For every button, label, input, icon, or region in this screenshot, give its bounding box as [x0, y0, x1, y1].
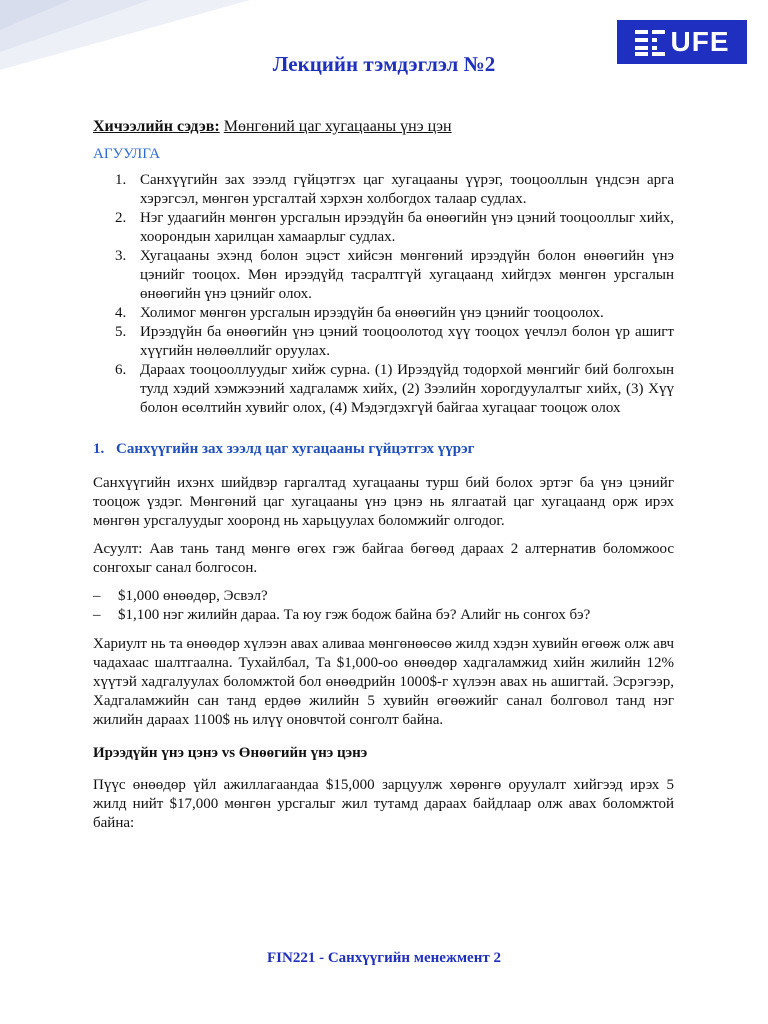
dash-bullet: –	[93, 588, 101, 604]
answer-paragraph: Хариулт нь та өнөөдөр хүлээн авах аливаа мөнгөнөөсөө жилд хэдэн хувийн өгөөж олж авч чадахаас шалтгаална. Тухайлбал, Та $1,000-оо өнөөдөр хадгаламжид хийн жилийн 12% хүүтэй хадгалуулах боломжтой бол өнөөдрийн 1000$-г хүлээн авах нь ашигтай. Эсрэгээр, Хадгаламжийн сан танд ердөө жилийн 5 хувийн өгөөжийг санал болговол танд нэг жилийн дараах 1100$ нь илүү оновчтой сонголт байна.	[93, 636, 674, 728]
toc-heading: АГУУЛГА	[93, 146, 161, 162]
option-item	[93, 587, 674, 606]
document-body	[93, 117, 674, 842]
option-text: $1,000 өнөөдөр, Эсвэл?	[118, 588, 268, 604]
option-list	[93, 587, 674, 625]
toc-item-number: 1.	[115, 172, 127, 188]
page-title: Лекцийн тэмдэглэл №2	[272, 52, 496, 76]
toc-item	[93, 304, 674, 323]
logo-text: UFE	[670, 26, 730, 57]
page-footer: FIN221 - Санхүүгийн менежмент 2	[267, 950, 501, 966]
subject-value: Мөнгөний цаг хугацааны үнэ цэн	[223, 118, 452, 135]
toc-item-number: 3.	[115, 248, 127, 264]
toc-item	[93, 361, 674, 418]
toc-item	[93, 323, 674, 361]
toc-item-text: Хугацааны эхэнд болон эцэст хийсэн мөнгөний ирээдүйн болон өнөөгийн үнэ цэнийг тооцох. Мөн ирээдүйд тасралтгүй хугацаанд хийгдэх мөнгөн урсгалын өнөөгийн үнэ цэнийг олох.	[140, 248, 674, 302]
toc-item-text: Дараах тооцооллуудыг хийж сурна. (1) Ирээдүйд тодорхой мөнгийг бий болгохын тулд хэдий хэмжээний хадгаламж хийх, (2) Зээлийн хорогдуулалтыг хийх, (3) Хүү болон өсөлтийн хувийг олох, (4) Мэдэгдэхгүй байгаа хугацааг тооцож олох	[140, 362, 674, 416]
toc-item-number: 4.	[115, 305, 127, 321]
paragraph: Пүүс өнөөдөр үйл ажиллагаандаа $15,000 зарцуулж хөрөнгө оруулалт хийгээд ирэх 5 жилд нийт $17,000 мөнгөн урсгалыг жил тутамд дараах байдлаар олж авах боломжтой байна:	[93, 777, 674, 831]
toc-item-text: Ирээдүйн ба өнөөгийн үнэ цэний тооцоолотод хүү тооцох үечлэл болон үр ашигт хүүгийн нөлөөллийг оруулах.	[140, 324, 674, 359]
toc-item-number: 6.	[115, 362, 127, 378]
subheading: Ирээдүйн үнэ цэнэ vs Өнөөгийн үнэ цэнэ	[93, 745, 368, 761]
toc-item	[93, 247, 674, 304]
toc-item-text: Холимог мөнгөн урсгалын ирээдүйн ба өнөөгийн үнэ цэнийг тооцоолох.	[140, 305, 604, 321]
subject-label: Хичээлийн сэдэв:	[93, 118, 220, 135]
option-item	[93, 606, 674, 625]
toc-item-number: 5.	[115, 324, 127, 340]
section-title: Санхүүгийн зах зээлд цаг хугацааны гүйцэтгэх үүрэг	[116, 441, 475, 457]
toc-item-number: 2.	[115, 210, 127, 226]
question-paragraph: Асуулт: Аав тань танд мөнгө өгөх гэж байгаа бөгөөд дараах 2 алтернатив боломжоос сонгохыг санал болгосон.	[93, 541, 674, 576]
paragraph: Санхүүгийн ихэнх шийдвэр гаргалтад хугацааны турш бий болох эртэг ба үнэ цэнийг тооцож үздэг. Мөнгөний цаг хугацааны үнэ цэнэ нь ялгаатай цаг хугацаанд орж ирэх мөнгөн урсгалуудыг хооронд нь харьцуулах боломжийг олгодог.	[93, 475, 674, 529]
dash-bullet: –	[93, 607, 101, 623]
toc-list	[93, 171, 674, 418]
toc-item	[93, 209, 674, 247]
section-heading	[93, 440, 674, 459]
toc-item	[93, 171, 674, 209]
toc-item-text: Нэг удаагийн мөнгөн урсгалын ирээдүйн ба өнөөгийн үнэ цэний тооцооллыг хийх, хоорондын харилцан хамаарлыг судлах.	[140, 210, 674, 245]
lesson-subject	[93, 117, 674, 136]
section-number: 1.	[93, 441, 105, 457]
option-text: $1,100 нэг жилийн дараа. Та юу гэж бодож байна бэ? Алийг нь сонгох бэ?	[118, 607, 591, 623]
toc-item-text: Санхүүгийн зах зээлд гүйцэтгэх цаг хугацааны үүрэг, тооцооллын үндсэн арга хэрэгсэл, мөнгөн урсгалтай хэрхэн холбогдох талаар судлах.	[140, 172, 674, 207]
